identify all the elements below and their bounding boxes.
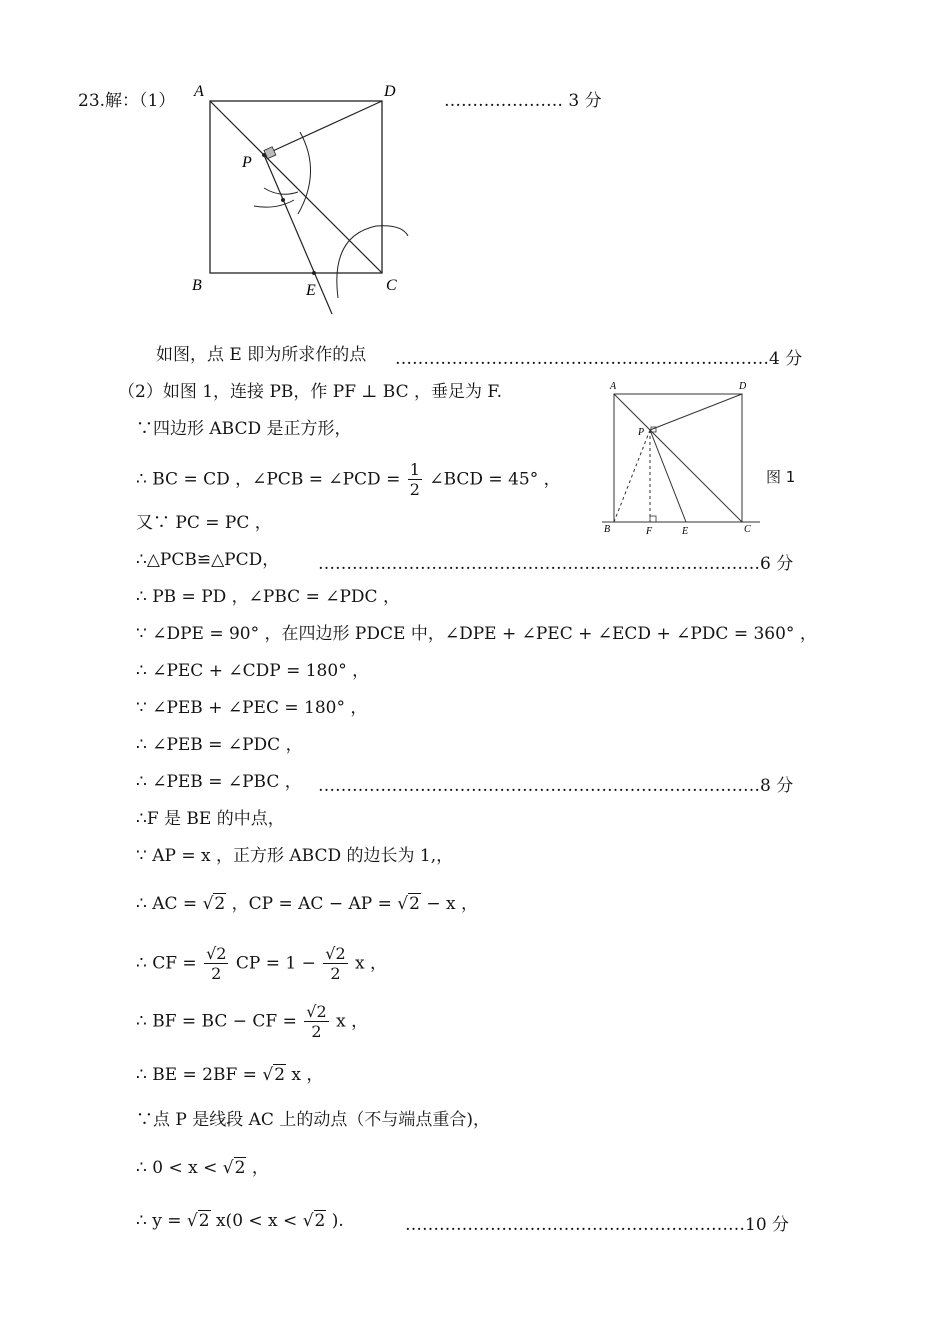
construction-arc-1 — [298, 132, 311, 214]
segment-pe-extended — [264, 155, 332, 314]
fig1-segment-pd — [650, 394, 742, 430]
label-p: P — [242, 154, 252, 171]
label-b: B — [192, 277, 202, 294]
text-line-9: ∴ ∠PEC + ∠CDP = 180° ， — [136, 661, 370, 681]
score-4: …………………………………………………………4 分 — [395, 349, 803, 369]
fig1-label-d: D — [739, 381, 747, 392]
point-p — [262, 153, 266, 157]
text-line-7: ∴ PB = PD ，∠PBC = ∠PDC ， — [136, 587, 400, 607]
text-line-13: ∴F 是 BE 的中点， — [136, 809, 285, 829]
fraction-half: $\frac{1}{2}$ — [409, 460, 420, 499]
label-e: E — [306, 282, 316, 299]
text-line-18: ∴ BE = 2BF = √2 x ， — [136, 1065, 324, 1085]
label-d: D — [384, 83, 396, 100]
text-line-10: ∵ ∠PEB + ∠PEC = 180° ， — [136, 698, 368, 718]
sqrt-2-f: √2 — [302, 1211, 326, 1231]
text-line-1: 如图，点 E 即为所求作的点 — [156, 345, 367, 365]
score-6: ……………………………………………………………………6 分 — [318, 554, 794, 574]
fraction-root2-over-2-c: $\frac{√2}{2}$ — [306, 1002, 327, 1041]
fig1-label-f: F — [646, 526, 653, 537]
score-10: ……………………………………………………10 分 — [405, 1215, 790, 1235]
text-line-4: ∴ BC = CD ，∠PCB = ∠PCD = $\frac{1}{2}$ ∠BCD = 45° ， — [136, 460, 561, 499]
diagonal-ac — [210, 101, 382, 273]
text-line-15: ∴ AC = √2 ，CP = AC − AP = √2 − x ， — [136, 894, 478, 914]
text-line-19: ∵点 P 是线段 AC 上的动点（不与端点重合)， — [136, 1110, 490, 1130]
sqrt-2-a: √2 — [202, 894, 226, 914]
fraction-root2-over-2-b: $\frac{√2}{2}$ — [325, 944, 346, 983]
text-line-8: ∵ ∠DPE = 90° ，在四边形 PDCE 中，∠DPE + ∠PEC + ∠ECD + ∠PDC = 360° ， — [136, 624, 817, 644]
fig1-label-e: E — [682, 526, 689, 537]
point-intersection — [281, 198, 285, 202]
text-line-6: ∴△PCB≌△PCD， — [136, 550, 280, 570]
fig1-caption: 图 1 — [766, 468, 796, 486]
label-a: A — [194, 83, 204, 100]
construction-arc-3 — [254, 200, 294, 207]
fig1-right-angle-f — [650, 516, 656, 522]
construction-arc-c — [337, 226, 408, 298]
segment-pd — [264, 101, 382, 155]
score-3: ………………… 3 分 — [444, 91, 602, 111]
label-c: C — [386, 277, 397, 294]
text-line-3: ∵四边形 ABCD 是正方形， — [136, 419, 352, 439]
fig1-label-c: C — [744, 524, 751, 535]
text-line-14: ∵ AP = x ，正方形 ABCD 的边长为 1,， — [136, 846, 454, 866]
fig1-label-b: B — [604, 524, 611, 535]
text-line-21: ∴ y = √2 x(0 < x < √2 ). — [136, 1211, 344, 1231]
figure-construction — [180, 76, 420, 316]
sqrt-2-d: √2 — [222, 1158, 246, 1178]
fraction-root2-over-2-a: $\frac{√2}{2}$ — [206, 944, 227, 983]
text-line-11: ∴ ∠PEB = ∠PDC ， — [136, 735, 303, 755]
fig1-segment-pb — [614, 430, 650, 522]
text-line-12: ∴ ∠PEB = ∠PBC ， — [136, 772, 302, 792]
figure-1 — [594, 376, 774, 538]
score-8: ……………………………………………………………………8 分 — [318, 776, 794, 796]
sqrt-2-c: √2 — [262, 1065, 286, 1085]
fig1-segment-pe — [650, 430, 686, 522]
sqrt-2-b: √2 — [397, 894, 420, 914]
text-line-17: ∴ BF = BC − CF = $\frac{√2}{2}$ x ， — [136, 1002, 369, 1041]
text-line-20: ∴ 0 < x < √2 ， — [136, 1158, 269, 1178]
fig1-label-a: A — [610, 381, 617, 392]
point-e — [312, 271, 316, 275]
text-line-2: （2）如图 1，连接 PB，作 PF ⊥ BC ，垂足为 F. — [118, 382, 502, 402]
fig1-label-p: P — [638, 427, 645, 438]
text-line-16: ∴ CF = $\frac{√2}{2}$ CP = 1 − $\frac{√2}{2}$ x ， — [136, 944, 388, 983]
sqrt-2-e: √2 — [186, 1211, 210, 1231]
text-line-5: 又∵ PC = PC ， — [136, 513, 272, 533]
problem-label: 23.解：（1） — [78, 91, 176, 111]
